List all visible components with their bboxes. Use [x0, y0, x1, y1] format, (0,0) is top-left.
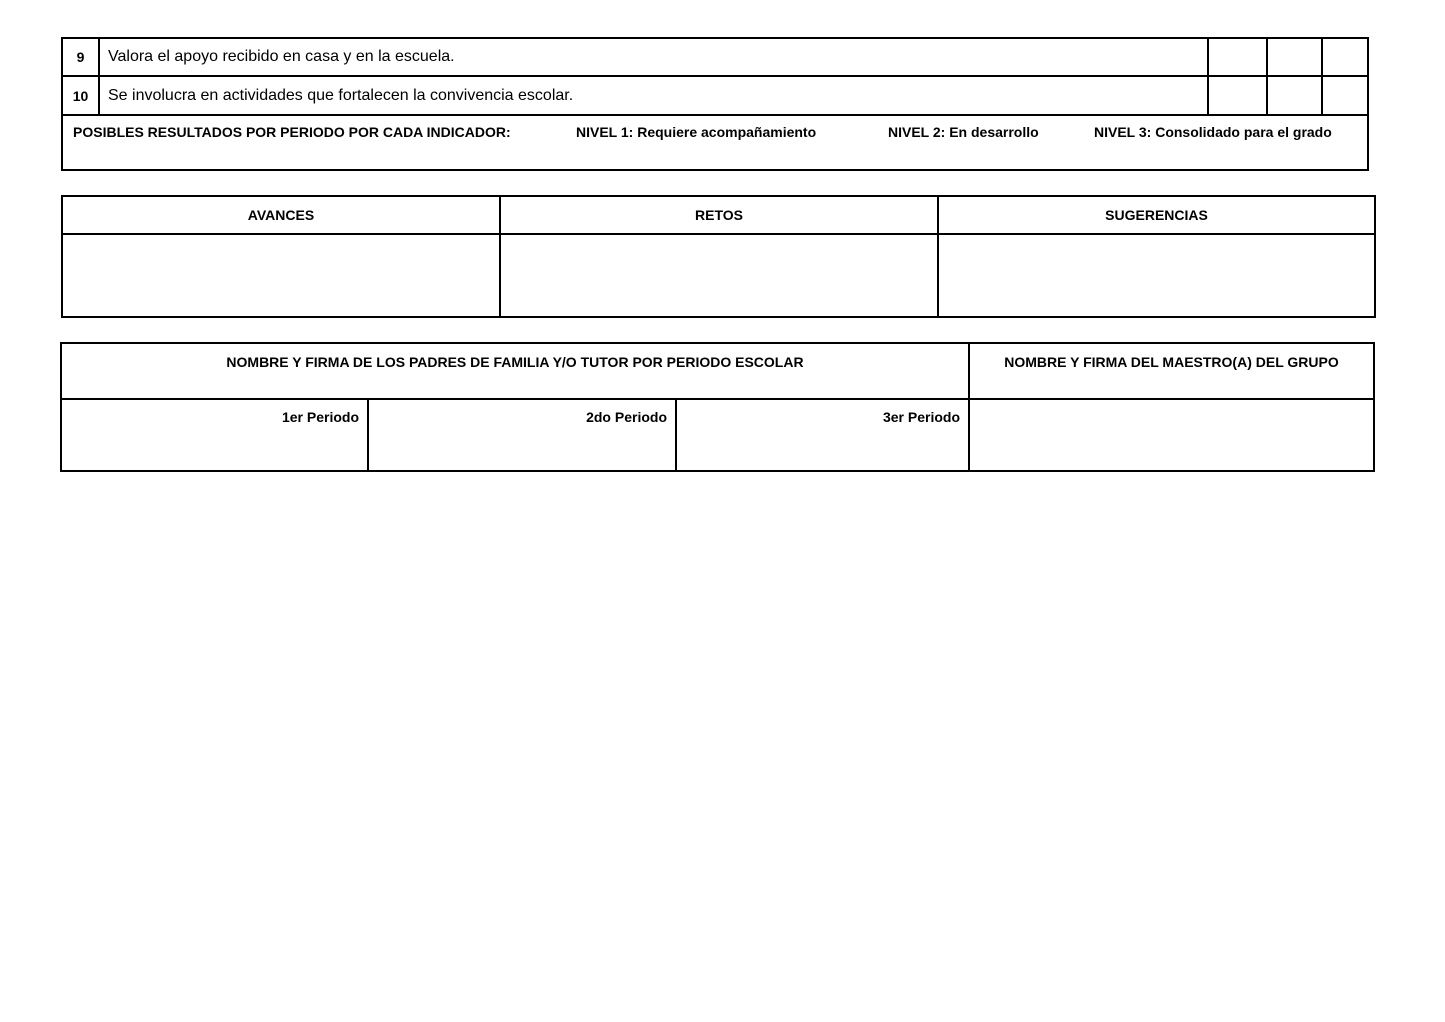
sugerencias-field[interactable]: [937, 233, 1376, 318]
level-check-cell[interactable]: [1321, 75, 1369, 116]
teacher-signature-header: NOMBRE Y FIRMA DEL MAESTRO(A) DEL GRUPO: [968, 342, 1375, 400]
indicator-number: 9: [61, 37, 100, 77]
level-check-cell[interactable]: [1266, 75, 1323, 116]
period-3-signature[interactable]: 3er Periodo: [675, 398, 970, 472]
level-3-label: NIVEL 3: Consolidado para el grado: [1094, 124, 1332, 140]
indicator-text: Se involucra en actividades que fortalecen la convivencia escolar.: [98, 75, 1209, 116]
results-label: POSIBLES RESULTADOS POR PERIODO POR CADA INDICADOR:: [73, 124, 511, 140]
retos-header: RETOS: [499, 195, 939, 235]
level-1-label: NIVEL 1: Requiere acompañamiento: [576, 124, 817, 140]
indicator-text: Valora el apoyo recibido en casa y en la escuela.: [98, 37, 1209, 77]
avances-header: AVANCES: [61, 195, 501, 235]
level-check-cell[interactable]: [1207, 75, 1268, 116]
avances-field[interactable]: [61, 233, 501, 318]
level-check-cell[interactable]: [1207, 37, 1268, 77]
sugerencias-header: SUGERENCIAS: [937, 195, 1376, 235]
level-check-cell[interactable]: [1321, 37, 1369, 77]
period-2-signature[interactable]: 2do Periodo: [367, 398, 677, 472]
indicator-number: 10: [61, 75, 100, 116]
teacher-signature-field[interactable]: [968, 398, 1375, 472]
results-row: [61, 114, 1369, 171]
period-1-signature[interactable]: 1er Periodo: [60, 398, 369, 472]
retos-field[interactable]: [499, 233, 939, 318]
parents-signature-header: NOMBRE Y FIRMA DE LOS PADRES DE FAMILIA Y/O TUTOR POR PERIODO ESCOLAR: [60, 342, 970, 400]
level-2-label: NIVEL 2: En desarrollo: [888, 124, 1039, 140]
level-check-cell[interactable]: [1266, 37, 1323, 77]
